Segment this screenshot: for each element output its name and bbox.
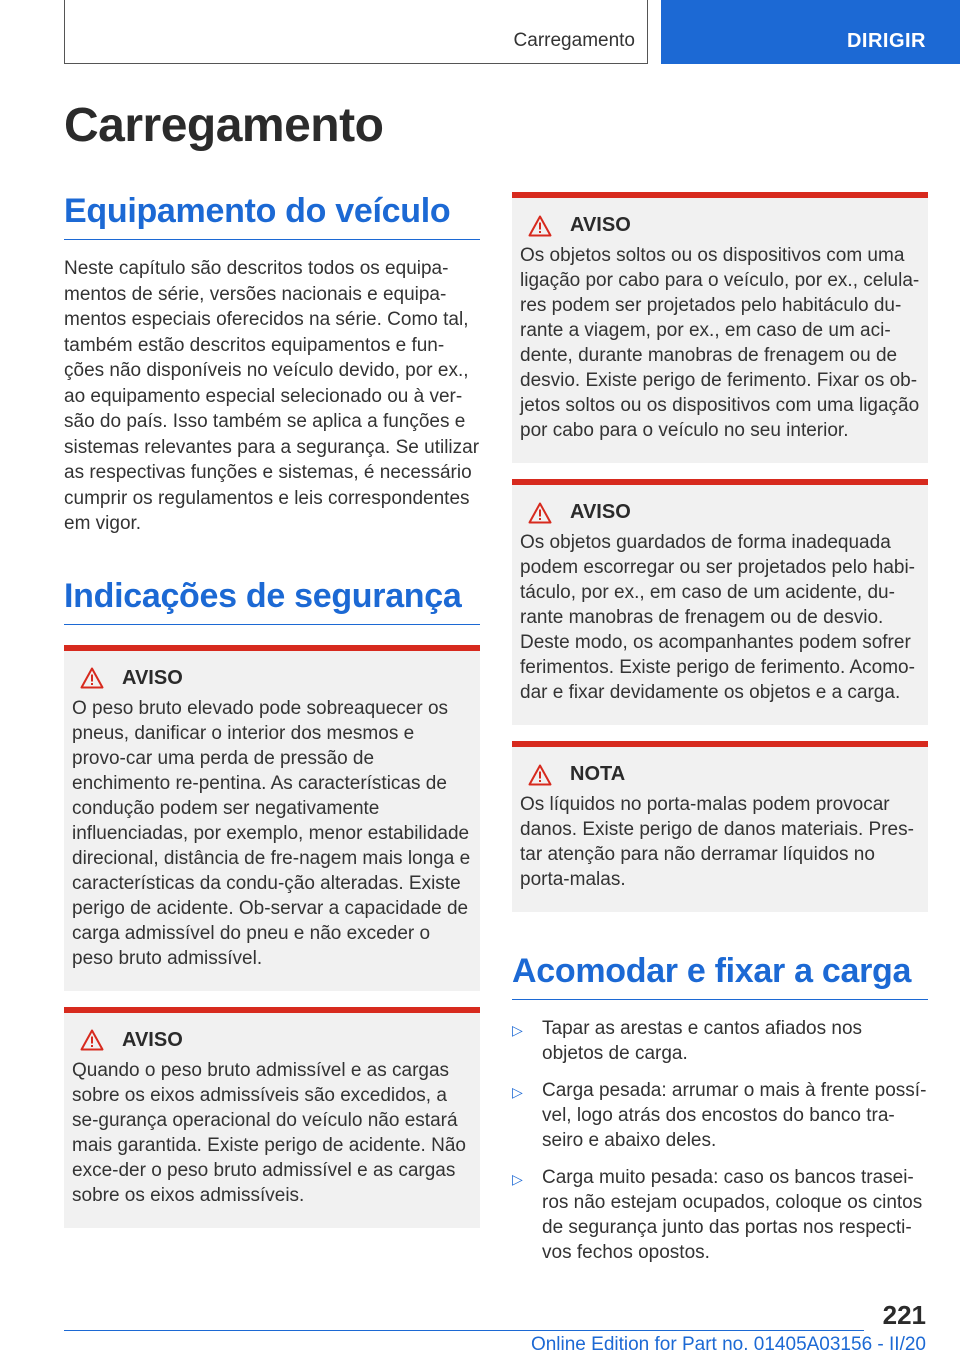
chapter-tab[interactable] <box>661 0 960 64</box>
warning-title: AVISO <box>122 666 183 689</box>
step-triangle-icon: ▷ <box>512 1171 523 1187</box>
list-item-text: Carga pesada: arrumar o mais à frente possí-vel, logo atrás dos encostos do banco tra-seiro e abaixo deles. <box>542 1080 927 1151</box>
warning-box <box>64 1007 480 1228</box>
page-title: Carregamento <box>64 99 384 152</box>
warning-text: O peso bruto elevado pode sobreaquecer os pneus, danificar o interior dos mesmos e provo-car uma perda de pressão de enchimento re-pentina. As características de condução podem ser negativamente influenciadas, por exemplo, menor estabilidade direcional, distância de fre-nagem mais longa e características da condu-ção alteradas. Existe perigo de acidente. Ob-servar a capacidade de carga admissível do pneu e não exceder o peso bruto admissível. <box>72 697 471 969</box>
page-number: 221 <box>882 1300 926 1330</box>
chapter-tab-label: DIRIGIR <box>846 30 926 52</box>
footer-edition: Online Edition for Part no. 01405A03156 - II/20 <box>530 1334 926 1355</box>
warning-triangle-icon <box>528 764 552 786</box>
equipment-paragraph: Neste capítulo são descritos todos os equipa-mentos de série, versões nacionais e equipa-mentos especiais oferecidos na série. Como tal, também estão descritos equipamentos e fun-ções não disponíveis no veículo devido, por ex., ao equipamento especial selecionado ou à ver-são do país. Isso também se aplica a funções e sistemas relevantes para a segurança. Se utilizar as respectivas funções e sistemas, é necessário cumprir os regulamentos e leis correspondentes em vigor. <box>64 258 480 534</box>
cargo-heading: Acomodar e fixar a carga <box>512 952 928 1000</box>
list-item-text: Tapar as arestas e cantos afiados nos objetos de carga. <box>542 1018 863 1064</box>
warning-title: AVISO <box>122 1028 183 1051</box>
warning-triangle-icon <box>80 1029 104 1051</box>
cargo-steps-list <box>512 1016 928 1265</box>
warning-text: Quando o peso bruto admissível e as cargas sobre os eixos admissíveis são excedidos, a se-gurança operacional do veículo não estará mais garantida. Existe perigo de acidente. Não exce-der o peso bruto admissível e as cargas sobre os eixos admissíveis. <box>72 1059 466 1206</box>
warning-triangle-icon <box>80 667 104 689</box>
warning-box <box>64 645 480 991</box>
left-column <box>64 192 480 1228</box>
warning-text: Os objetos soltos ou os dispositivos com uma ligação por cabo para o veículo, por ex., celula-res podem ser projetados pelo habitáculo du-rante a viagem, por ex., em caso de um aci-dente, durante manobras de frenagem ou de desvio. Existe perigo de ferimento. Fixar os ob-jetos soltos ou os dispositivos com uma ligação por cabo para o veículo no seu interior. <box>520 245 920 441</box>
list-item <box>512 1078 928 1153</box>
equipment-heading: Equipamento do veículo <box>64 192 480 240</box>
notice-box <box>512 741 928 912</box>
footer-divider <box>64 1330 864 1331</box>
warning-box <box>512 479 928 725</box>
warning-title: AVISO <box>570 501 631 523</box>
list-item <box>512 1016 928 1066</box>
warning-triangle-icon <box>528 215 552 237</box>
warning-box <box>512 192 928 463</box>
step-triangle-icon: ▷ <box>512 1084 523 1100</box>
list-item <box>512 1165 928 1265</box>
warning-text: Os objetos guardados de forma inadequada podem escorregar ou ser projetados pelo habi-táculo, por ex., em caso de um acidente, du-rante manobras de frenagem ou de desvio. Deste modo, os acompanhantes podem sofrer ferimentos. Existe perigo de ferimento. Acomo-dar e fixar devidamente os objetos e a carga. <box>520 532 916 703</box>
notice-title: NOTA <box>570 763 626 785</box>
safety-heading: Indicações de segurança <box>64 577 480 625</box>
step-triangle-icon: ▷ <box>512 1022 523 1038</box>
running-header <box>64 0 648 64</box>
warning-title: AVISO <box>570 214 631 236</box>
notice-text: Os líquidos no porta-malas podem provocar danos. Existe perigo de danos materiais. Pres-tar atenção para não derramar líquidos no porta-malas. <box>520 794 914 890</box>
list-item-text: Carga muito pesada: caso os bancos trasei-ros não estejam ocupados, coloque os cintos de segurança junto das portas nos respecti-vos fechos opostos. <box>542 1167 923 1263</box>
running-header-section: Carregamento <box>513 30 635 51</box>
warning-triangle-icon <box>528 502 552 524</box>
right-column <box>512 192 928 1277</box>
